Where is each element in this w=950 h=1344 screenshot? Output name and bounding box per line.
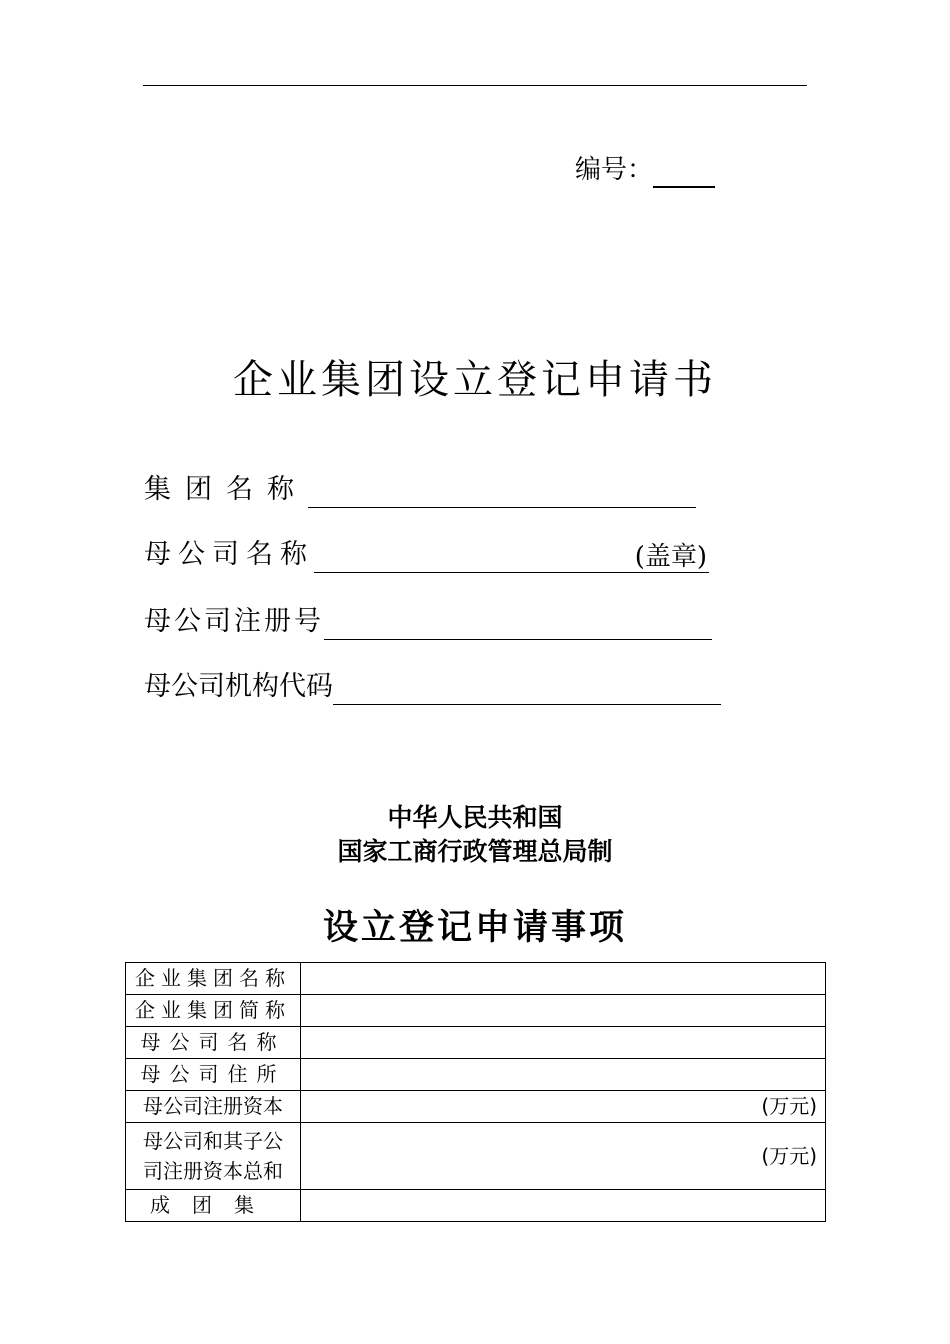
group-name-blank[interactable] (308, 477, 696, 508)
table-row (126, 1190, 826, 1222)
field-group-name (144, 472, 696, 508)
row-label: 母公司注册资本 (126, 1091, 301, 1123)
serial-blank[interactable] (653, 158, 715, 188)
table-row (126, 963, 826, 995)
field-label: 母公司名称 (144, 539, 314, 570)
parent-name-cell[interactable] (301, 1027, 826, 1059)
issuer-line-1: 中华人民共和国 (387, 803, 563, 832)
row-label: 企业集团简称 (126, 995, 301, 1027)
table-row (126, 1091, 826, 1123)
row-label: 母公司住所 (126, 1059, 301, 1091)
field-parent-registration-number (144, 604, 712, 640)
parent-company-name-blank[interactable] (314, 542, 709, 573)
parent-capital-cell[interactable]: (万元) (301, 1091, 826, 1123)
registration-number-blank[interactable] (324, 609, 712, 640)
members-cell[interactable] (301, 1190, 826, 1222)
row-label: 企业集团名称 (126, 963, 301, 995)
field-label: 母公司机构代码 (144, 671, 333, 702)
field-parent-organization-code (144, 669, 721, 705)
top-rule (143, 85, 807, 86)
total-capital-cell[interactable]: (万元) (301, 1123, 826, 1190)
document-title: 企业集团设立登记申请书 (233, 357, 717, 403)
application-table (125, 962, 826, 1222)
field-parent-company-name (144, 537, 709, 573)
seal-note: (盖章) (634, 542, 707, 572)
table-row (126, 995, 826, 1027)
table-row (126, 1027, 826, 1059)
group-abbreviation-cell[interactable] (301, 995, 826, 1027)
field-label: 集团名称 (144, 474, 308, 505)
field-label: 母公司注册号 (144, 606, 324, 637)
parent-address-cell[interactable] (301, 1059, 826, 1091)
section-title: 设立登记申请事项 (322, 908, 627, 948)
issuer-line-2: 国家工商行政管理总局制 (337, 837, 613, 866)
serial-label: 编号： (575, 155, 654, 185)
organization-code-blank[interactable] (333, 674, 721, 705)
table-row (126, 1059, 826, 1091)
group-name-cell[interactable] (301, 963, 826, 995)
row-label: 母公司和其子公 司注册资本总和 (126, 1123, 301, 1190)
table-row (126, 1123, 826, 1190)
row-label: 母公司名称 (126, 1027, 301, 1059)
serial-number (575, 152, 715, 188)
row-label: 成团集 (126, 1190, 301, 1222)
